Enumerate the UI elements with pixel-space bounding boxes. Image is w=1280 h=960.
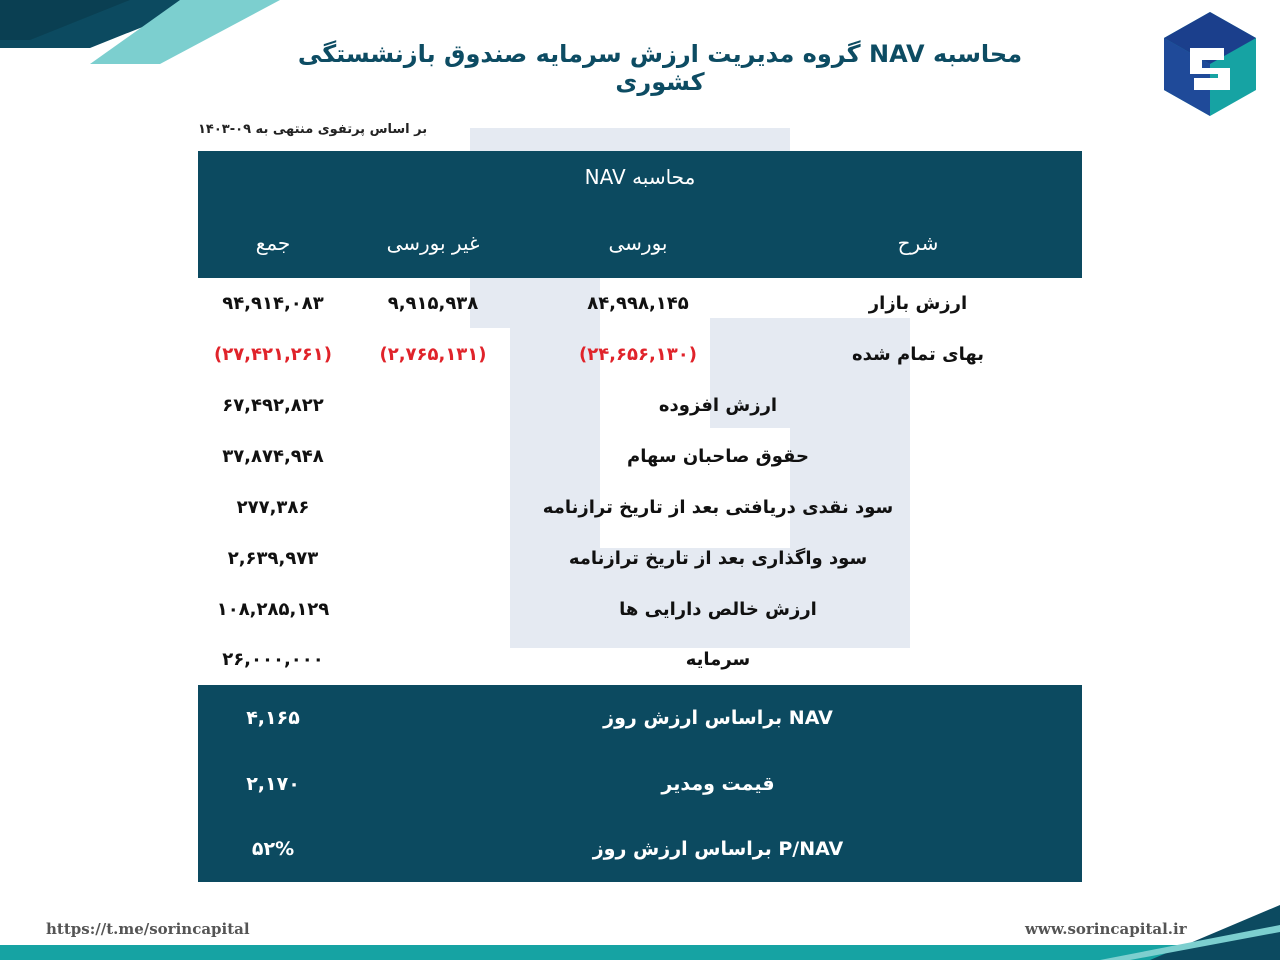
table-row xyxy=(198,533,1082,584)
summary-total: ۲,۱۷۰ xyxy=(246,773,300,795)
table-row xyxy=(198,329,1082,380)
row-desc: ارزش افزوده xyxy=(658,395,778,416)
summary-desc: P/NAV براساس ارزش روز xyxy=(592,838,844,860)
col-header-unlisted: غیر بورسی xyxy=(386,231,480,255)
row-unlisted: ۹,۹۱۵,۹۳۸ xyxy=(387,293,479,314)
row-desc: ارزش خالص دارایی ها xyxy=(619,599,817,620)
table-row xyxy=(198,380,1082,431)
sorin-logo-icon xyxy=(1160,10,1260,118)
row-desc: ارزش بازار xyxy=(868,293,968,314)
table-row xyxy=(198,584,1082,635)
top-left-decoration xyxy=(0,0,290,70)
table-row xyxy=(198,634,1082,685)
row-total: ۲,۶۳۹,۹۷۳ xyxy=(227,548,319,569)
row-total: ۶۷,۴۹۲,۸۲۲ xyxy=(222,395,324,416)
table-header xyxy=(198,151,1082,278)
row-desc: سود واگذاری بعد از تاریخ ترازنامه xyxy=(568,548,868,569)
row-total: (۲۷,۴۲۱,۲۶۱) xyxy=(213,344,333,365)
table-caption: محاسبه NAV xyxy=(584,165,696,189)
nav-table xyxy=(198,151,1082,882)
row-desc: سرمایه xyxy=(685,649,751,670)
summary-total: ۵۲% xyxy=(251,838,295,860)
row-total: ۲۷۷,۳۸۶ xyxy=(236,497,310,518)
summary-row xyxy=(198,751,1082,817)
row-listed: (۲۴,۶۵۶,۱۳۰) xyxy=(578,344,698,365)
summary-block xyxy=(198,685,1082,882)
col-header-desc: شرح xyxy=(897,231,939,255)
summary-row xyxy=(198,685,1082,751)
summary-desc: قیمت ومدیر xyxy=(661,773,775,795)
row-unlisted: (۲,۷۶۵,۱۳۱) xyxy=(379,344,487,365)
row-desc: بهای تمام شده xyxy=(852,344,984,365)
telegram-link[interactable]: https://t.me/sorincapital xyxy=(46,920,250,938)
row-total: ۹۴,۹۱۴,۰۸۳ xyxy=(222,293,324,314)
row-desc: سود نقدی دریافتی بعد از تاریخ ترازنامه xyxy=(542,497,894,518)
row-desc: حقوق صاحبان سهام xyxy=(627,446,809,467)
table-row xyxy=(198,431,1082,482)
row-total: ۳۷,۸۷۴,۹۴۸ xyxy=(222,446,324,467)
summary-desc: NAV براساس ارزش روز xyxy=(603,707,833,729)
table-row xyxy=(198,482,1082,533)
summary-total: ۴,۱۶۵ xyxy=(246,707,300,729)
page-title: محاسبه NAV گروه مدیریت ارزش سرمایه صندوق بازنشستگی کشوری xyxy=(297,40,1023,96)
col-header-total: جمع xyxy=(255,231,291,255)
row-total: ۱۰۸,۲۸۵,۱۲۹ xyxy=(216,599,330,620)
table-row xyxy=(198,278,1082,329)
website-link[interactable]: www.sorincapital.ir xyxy=(1025,920,1187,938)
portfolio-date-note: بر اساس پرتفوی منتهی به ۰۹-۱۴۰۳ xyxy=(198,122,428,137)
row-total: ۲۶,۰۰۰,۰۰۰ xyxy=(222,649,324,670)
summary-row xyxy=(198,816,1082,882)
col-header-listed: بورسی xyxy=(608,231,668,255)
row-listed: ۸۴,۹۹۸,۱۴۵ xyxy=(587,293,689,314)
